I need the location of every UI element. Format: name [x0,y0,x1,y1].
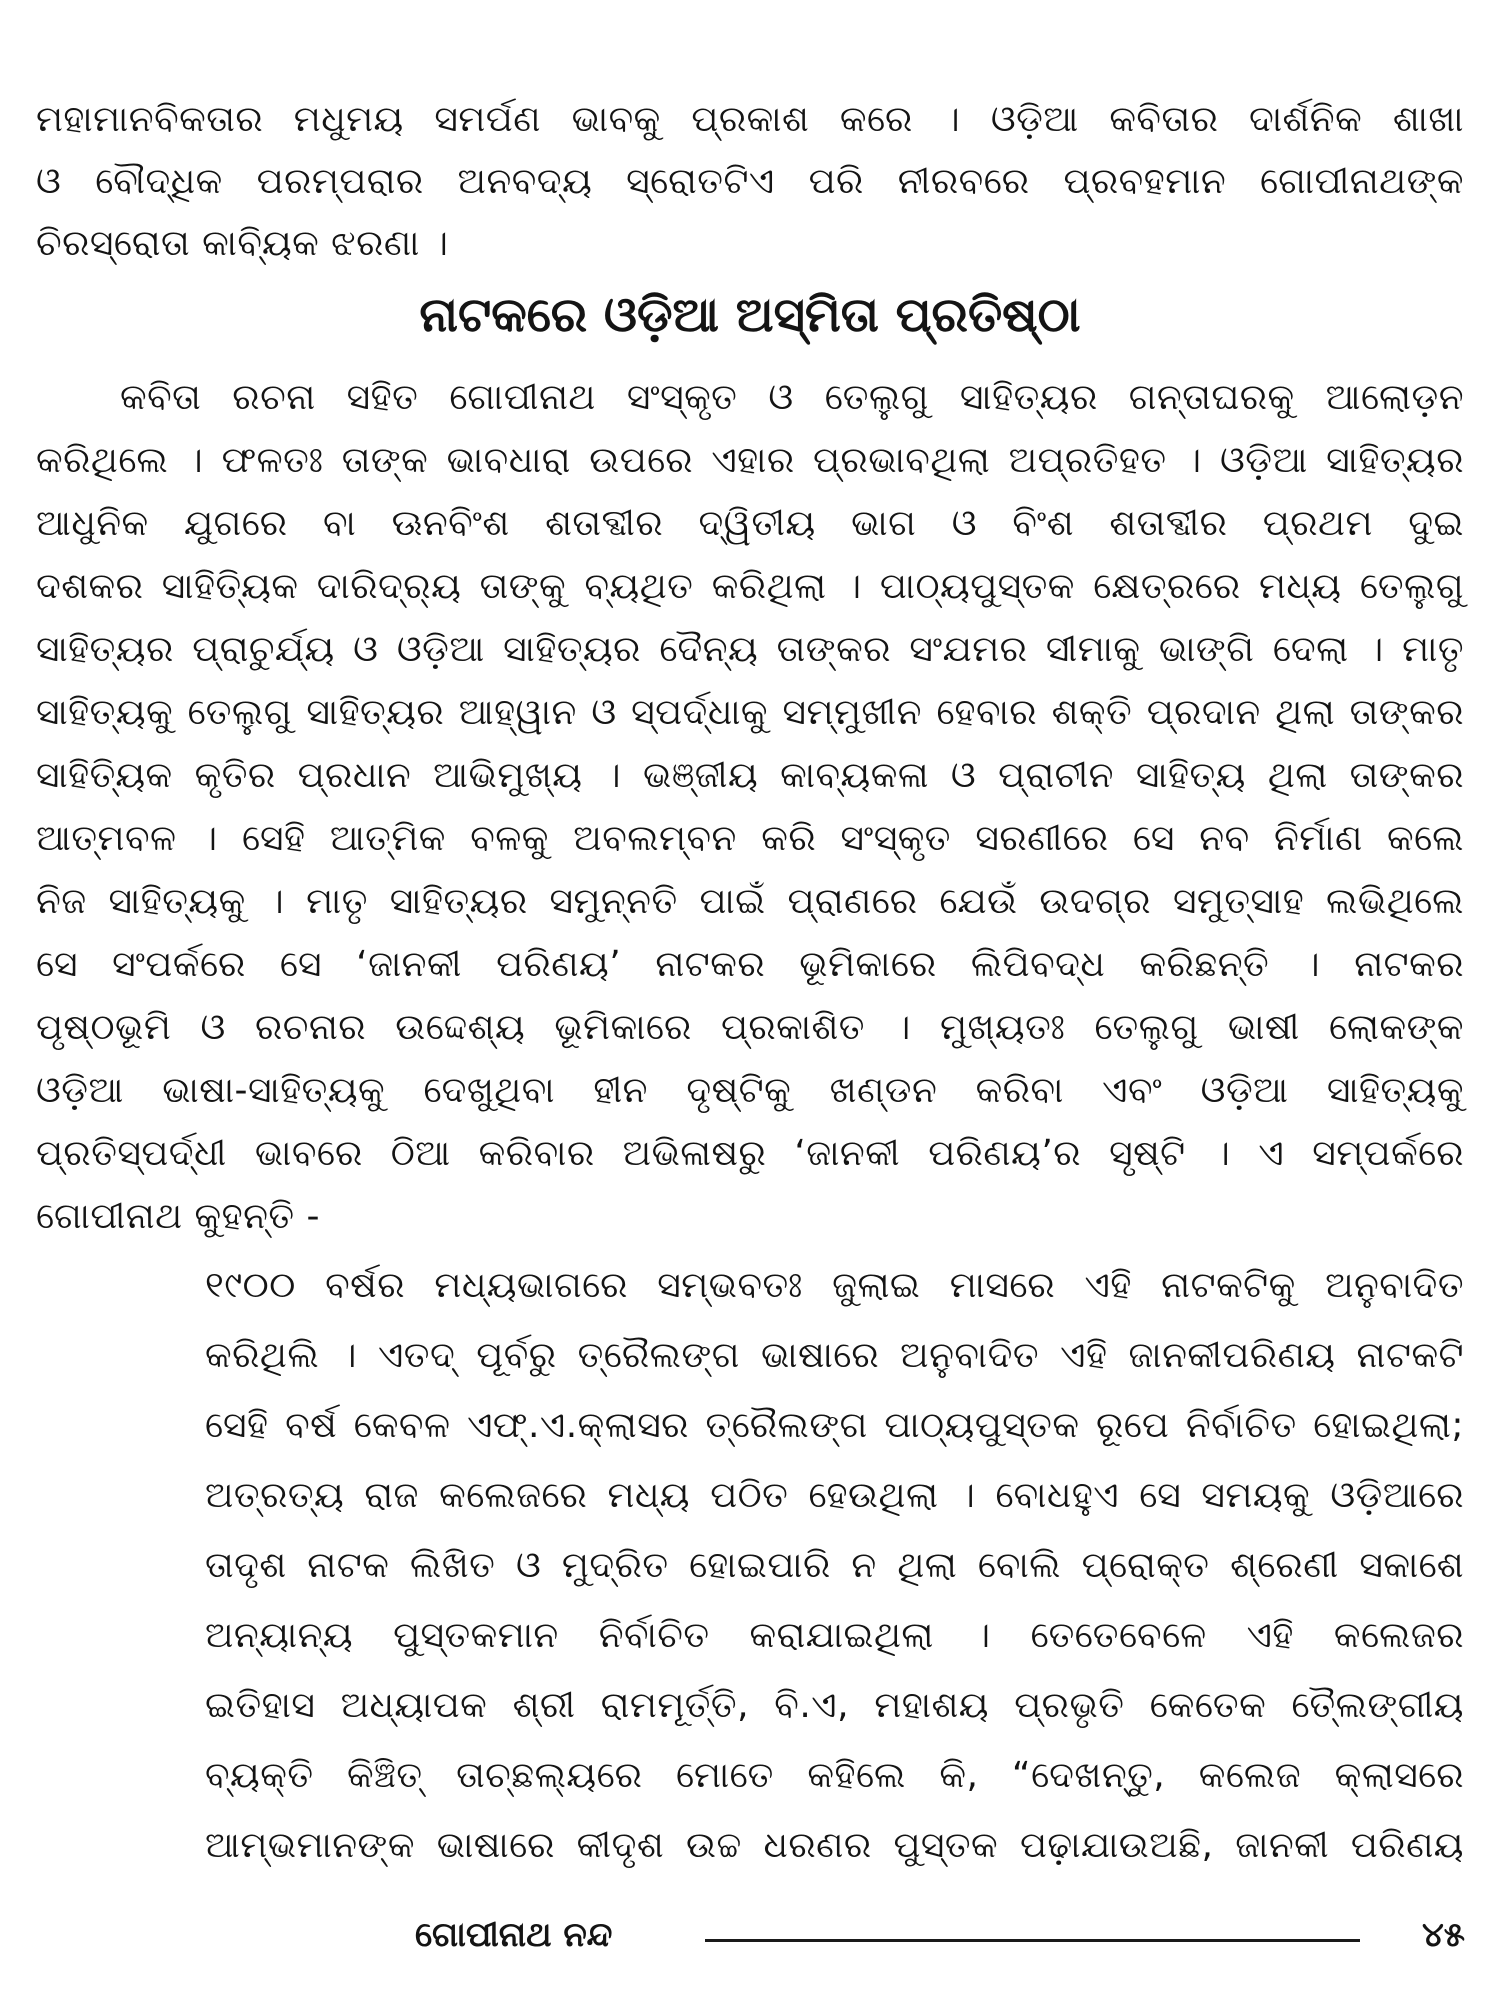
main-line-2: କରିଥିଲେ । ଫଳତଃ ତାଙ୍କ ଭାବଧାରା ଉପରେ ଏହାର ପ୍ରଭାବଥିଲା ଅପ୍ରତିହତ । ଓଡ଼ିଆ ସାହିତ୍ୟର [36,440,1464,481]
quote-line-1: ୧୯୦୦ ବର୍ଷର ମଧ୍ୟଭାଗରେ ସମ୍ଭବତଃ ଜୁଲାଇ ମାସରେ ଏହି ନାଟକଟିକୁ ଅନୁବାଦିତ [205,1265,1464,1306]
main-line-14: ଗୋପୀନାଥ କୁହନ୍ତି - [36,1196,320,1237]
main-line-1: କବିତା ରଚନା ସହିତ ଗୋପୀନାଥ ସଂସ୍କୃତ ଓ ତେଲୁଗୁ ସାହିତ୍ୟର ଗନ୍ତାଘରକୁ ଆଲୋଡ଼ନ [120,377,1464,418]
main-line-6: ସାହିତ୍ୟକୁ ତେଲୁଗୁ ସାହିତ୍ୟର ଆହ୍ୱାନ ଓ ସ୍ପର୍ଦ୍ଧାକୁ ସମ୍ମୁଖୀନ ହେବାର ଶକ୍ତି ପ୍ରଦାନ ଥିଲା ତାଙ୍କର [36,692,1464,733]
main-line-8: ଆତ୍ମବଳ । ସେହି ଆତ୍ମିକ ବଳକୁ ଅବଲମ୍ବନ କରି ସଂସ୍କୃତ ସରଣୀରେ ସେ ନବ ନିର୍ମାଣ କଲେ [36,818,1464,859]
quote-line-9: ଆମ୍ଭମାନଙ୍କ ଭାଷାରେ କୀଦୃଶ ଉଚ୍ଚ ଧରଣର ପୁସ୍ତକ ପଢ଼ାଯାଉଅଛି, ଜାନକୀ ପରିଣୟ [205,1825,1464,1866]
intro-line-1: ମହାମାନବିକତାର ମଧୁମୟ ସମର୍ପଣ ଭାବକୁ ପ୍ରକାଶ କରେ । ଓଡ଼ିଆ କବିତାର ଦାର୍ଶନିକ ଶାଖା [36,99,1464,140]
page-number: ୪୫ [1421,1915,1465,1955]
quote-line-6: ଅନ୍ୟାନ୍ୟ ପୁସ୍ତକମାନ ନିର୍ବାଚିତ କରାଯାଇଥିଲା । ତେତେବେଳେ ଏହି କଲେଜର [205,1615,1464,1656]
main-line-13: ପ୍ରତିସ୍ପର୍ଦ୍ଧୀ ଭାବରେ ଠିଆ କରିବାର ଅଭିଳାଷରୁ ‘ଜାନକୀ ପରିଣୟ’ର ସୃଷ୍ଟି । ଏ ସମ୍ପର୍କରେ [36,1133,1464,1174]
quote-line-3: ସେହି ବର୍ଷ କେବଳ ଏଫ୍.ଏ.କ୍ଲାସର ତ୍ରୈଲଙ୍ଗ ପାଠ୍ୟପୁସ୍ତକ ରୂପେ ନିର୍ବାଚିତ ହୋଇଥିଲା; [205,1405,1464,1446]
main-line-11: ପୃଷ୍ଠଭୂମି ଓ ରଚନାର ଉଦ୍ଦେଶ୍ୟ ଭୂମିକାରେ ପ୍ରକାଶିତ । ମୁଖ୍ୟତଃ ତେଲୁଗୁ ଭାଷୀ ଲୋକଙ୍କ [36,1007,1464,1048]
main-line-9: ନିଜ ସାହିତ୍ୟକୁ । ମାତୃ ସାହିତ୍ୟର ସମୁନ୍ନତି ପାଇଁ ପ୍ରାଣରେ ଯେଉଁ ଉଦଗ୍ର ସମୁତ୍ସାହ ଲଭିଥିଲେ [36,881,1464,922]
page-footer [415,1905,1465,1965]
footer-author: ଗୋପୀନାଥ ନନ୍ଦ [415,1915,613,1955]
footer-rule [705,1939,1360,1942]
section-heading: ନାଟକରେ ଓଡ଼ିଆ ଅସ୍ମିତା ପ୍ରତିଷ୍ଠା [419,287,1081,343]
main-line-5: ସାହିତ୍ୟର ପ୍ରାଚୁର୍ଯ୍ୟ ଓ ଓଡ଼ିଆ ସାହିତ୍ୟର ଦୈନ୍ୟ ତାଙ୍କର ସଂଯମର ସୀମାକୁ ଭାଙ୍ଗି ଦେଲା । ମାତୃ [36,629,1464,670]
intro-line-2: ଓ ବୌଦ୍ଧିକ ପରମ୍ପରାର ଅନବଦ୍ୟ ସ୍ରୋତଟିଏ ପରି ନୀରବରେ ପ୍ରବହମାନ ଗୋପୀନାଥଙ୍କ [36,161,1464,202]
main-line-10: ସେ ସଂପର୍କରେ ସେ ‘ଜାନକୀ ପରିଣୟ’ ନାଟକର ଭୂମିକାରେ ଲିପିବଦ୍ଧ କରିଛନ୍ତି । ନାଟକର [36,944,1464,985]
quote-line-4: ଅତ୍ରତ୍ୟ ରାଜ କଲେଜରେ ମଧ୍ୟ ପଠିତ ହେଉଥିଲା । ବୋଧହୁଏ ସେ ସମୟକୁ ଓଡ଼ିଆରେ [205,1475,1464,1516]
intro-line-3: ଚିରସ୍ରୋତା କାବ୍ୟିକ ଝରଣା । [36,223,449,264]
quote-line-8: ବ୍ୟକ୍ତି କିଞ୍ଚିତ୍ ତାଚ୍ଛଲ୍ୟରେ ମୋତେ କହିଲେ କି, “ଦେଖନ୍ତୁ, କଲେଜ କ୍ଲାସରେ [205,1755,1464,1796]
main-line-3: ଆଧୁନିକ ଯୁଗରେ ବା ଊନବିଂଶ ଶତାବ୍ଦୀର ଦ୍ୱିତୀୟ ଭାଗ ଓ ବିଂଶ ଶତାବ୍ଦୀର ପ୍ରଥମ ଦୁଇ [36,503,1464,544]
main-line-7: ସାହିତ୍ୟିକ କୃତିର ପ୍ରଧାନ ଆଭିମୁଖ୍ୟ । ଭଞ୍ଜୀୟ କାବ୍ୟକଳା ଓ ପ୍ରାଚୀନ ସାହିତ୍ୟ ଥିଲା ତାଙ୍କର [36,755,1464,796]
quote-line-2: କରିଥିଲି । ଏତଦ୍ ପୂର୍ବରୁ ତ୍ରୈଲଙ୍ଗ ଭାଷାରେ ଅନୁବାଦିତ ଏହି ଜାନକୀପରିଣୟ ନାଟକଟି [205,1335,1464,1376]
quote-line-7: ଇତିହାସ ଅଧ୍ୟାପକ ଶ୍ରୀ ରାମମୂର୍ତ୍ତି, ବି.ଏ, ମହାଶୟ ପ୍ରଭୃତି କେତେକ ତୈ୍ଲଙ୍ଗୀୟ [205,1685,1464,1726]
quote-line-5: ତାଦୃଶ ନାଟକ ଲିଖିତ ଓ ମୁଦ୍ରିତ ହୋଇପାରି ନ ଥିଲା ବୋଲି ପ୍ରୋକ୍ତ ଶ୍ରେଣୀ ସକାଶେ [205,1545,1464,1586]
main-line-12: ଓଡ଼ିଆ ଭାଷା-ସାହିତ୍ୟକୁ ଦେଖୁଥିବା ହୀନ ଦୃଷ୍ଟିକୁ ଖଣ୍ଡନ କରିବା ଏବଂ ଓଡ଼ିଆ ସାହିତ୍ୟକୁ [36,1070,1464,1111]
main-line-4: ଦଶକର ସାହିତ୍ୟିକ ଦାରିଦ୍ର୍ୟ ତାଙ୍କୁ ବ୍ୟଥିତ କରିଥିଲା । ପାଠ୍ୟପୁସ୍ତକ କ୍ଷେତ୍ରରେ ମଧ୍ୟ ତେଲୁଗୁ [36,566,1464,607]
